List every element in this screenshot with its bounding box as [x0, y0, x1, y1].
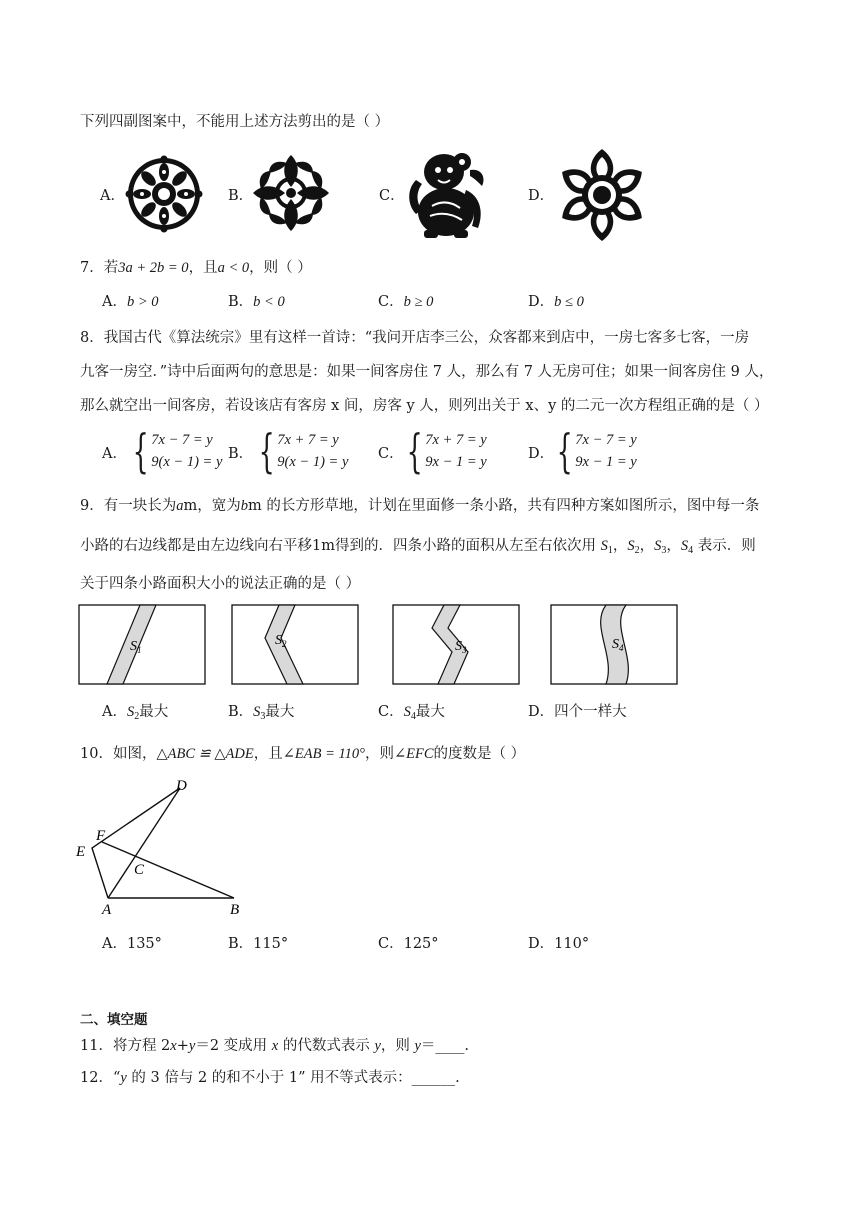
path-plan-2 — [232, 605, 358, 684]
point-e-label: E — [76, 844, 86, 860]
q6-option-d-letter: D． — [528, 188, 555, 204]
section-2-title: 二、填空题 — [80, 1012, 148, 1028]
q8-option-d-letter: D． — [528, 446, 555, 462]
q10-option-d: D．110° — [528, 936, 590, 952]
snowflake-papercut-icon — [124, 154, 204, 234]
q8-option-d-system: { 7x − 7 = y 9x − 1 = y — [556, 424, 637, 478]
flower-papercut-icon — [554, 147, 650, 243]
q7-tail: ，则（ ） — [249, 260, 312, 276]
q9-option-a: A．$S_2$最大 — [102, 704, 169, 722]
s2-label: $S_2$ — [275, 633, 287, 649]
q6-option-b-letter: B． — [228, 188, 254, 204]
q9-option-d: D．四个一样大 — [528, 704, 627, 720]
path-plan-1 — [79, 605, 205, 684]
q10-option-a: A．135° — [102, 936, 162, 952]
q8-line-3: 那么就空出一间客房，若设该店有客房 x 间，房客 y 人，则列出关于 x、y 的二元一次方程组正确的是（ ） — [80, 398, 769, 414]
q9-line-1: 9．有一块长为am，宽为bm 的长方形草地，计划在里面修一条小路，共有四种方案如图所示，图中每一条 — [80, 498, 760, 514]
s3-label: $S_3$ — [455, 639, 467, 655]
q7-number: 7．若 — [80, 260, 119, 276]
q9-option-b: B．$S_3$最大 — [228, 704, 295, 722]
q8-option-c-system: { 7x + 7 = y 9x − 1 = y — [406, 424, 487, 478]
q7-stem — [80, 258, 312, 278]
q10-option-b: B．115° — [228, 936, 289, 952]
q7-option-b: B．b < 0 — [228, 294, 285, 310]
point-b-label: B — [230, 902, 240, 914]
four-leaf-papercut-icon — [250, 152, 332, 234]
q11: 11．将方程 2x+y＝2 变成用 x 的代数式表示 y，则 y＝____. — [80, 1038, 470, 1054]
path-plan-3 — [393, 605, 519, 684]
q7-connector: ，且 — [188, 260, 218, 276]
q8-option-a-letter: A． — [102, 446, 127, 462]
q9-line-3: 关于四条小路面积大小的说法正确的是（ ） — [80, 576, 361, 592]
q12: 12．“y 的 3 倍与 2 的和不小于 1” 用不等式表示：______. — [80, 1070, 460, 1086]
point-a-label: A — [102, 902, 112, 914]
q9-figure — [78, 604, 680, 686]
path-plan-4 — [551, 605, 677, 684]
q7-option-a: A．b > 0 — [102, 294, 159, 310]
s4-label: $S_4$ — [612, 637, 624, 653]
q8-line-1: 8．我国古代《算法统宗》里有这样一首诗：“我问开店李三公，众客都来到店中，一房七客多七客，一房 — [80, 330, 750, 346]
q6-option-c-letter: C． — [379, 188, 405, 204]
q7-option-c: C．b ≥ 0 — [378, 294, 434, 310]
q7-option-d: D．b ≤ 0 — [528, 294, 584, 310]
q8-option-a-system: { 7x − 7 = y 9(x − 1) = y — [132, 424, 223, 478]
point-c-label: C — [134, 862, 145, 878]
q10-triangle-figure — [72, 776, 252, 914]
q6-stem: 下列四副图案中，不能用上述方法剪出的是（ ） — [80, 114, 390, 130]
q8-option-b-system: { 7x + 7 = y 9(x − 1) = y — [258, 424, 349, 478]
point-f-label: F — [96, 828, 106, 844]
q7-condition: a < 0 — [217, 260, 250, 276]
s1-label: $S_1$ — [130, 639, 142, 655]
monkey-papercut-icon — [404, 150, 488, 240]
q6-option-a-letter: A． — [100, 188, 125, 204]
q10-stem: 10．如图，△ABC ≌ △ADE，且∠EAB = 110°，则∠EFC的度数是（ ） — [80, 746, 526, 762]
q9-option-c: C．$S_4$最大 — [378, 704, 445, 722]
q10-option-c: C．125° — [378, 936, 439, 952]
q8-option-c-letter: C． — [378, 446, 404, 462]
point-d-label: D — [176, 778, 187, 794]
q7-equation: 3a + 2b = 0 — [118, 260, 189, 276]
q8-option-b-letter: B． — [228, 446, 254, 462]
q9-line-2: 小路的右边线都是由左边线向右平移1m得到的．四条小路的面积从左至右依次用 $S_1$，$S_2$，$S_3$，$S_4$ 表示．则 — [80, 538, 756, 556]
q8-line-2: 九客一房空．”诗中后面两句的意思是：如果一间客房住 7 人，那么有 7 人无房可住；如果一间客房住 9 人， — [80, 364, 774, 380]
